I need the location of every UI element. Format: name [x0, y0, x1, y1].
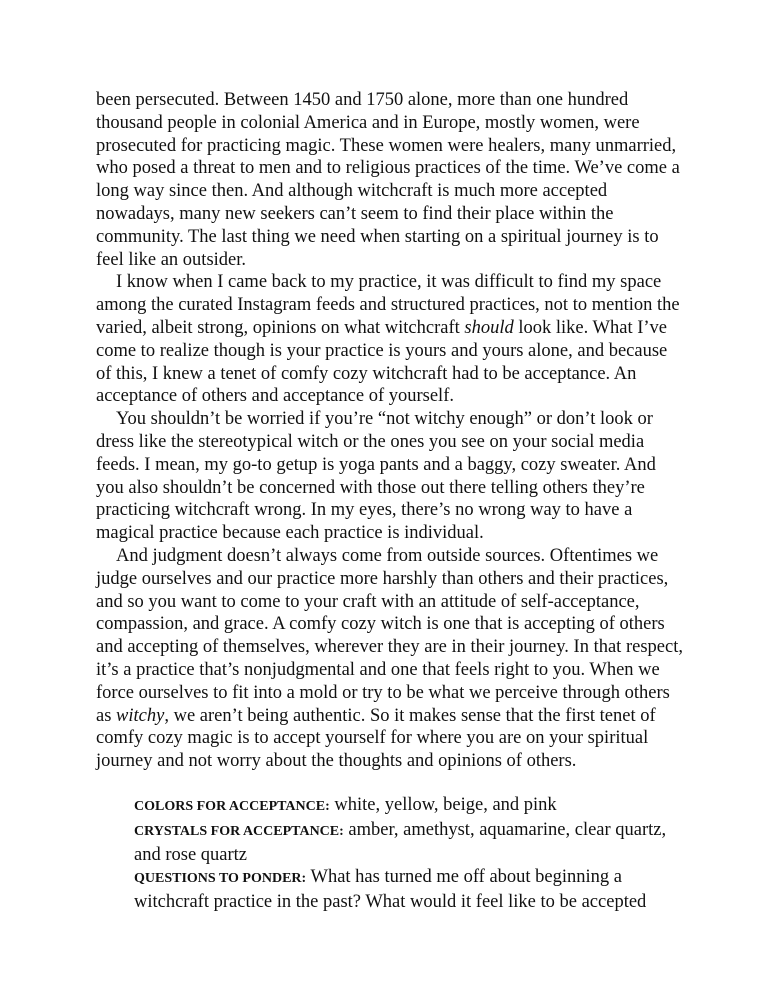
paragraph-text: And judgment doesn’t always come from outside sources. Oftentimes we judge ourselves and our practice more harshly than others and their practices, and so you want to come to your craft with an attitude of self-acceptance, compassion, and grace. A comfy cozy witch is one that is accepting of others and accepting of themselves, wherever they are in their journey. In that respect, it’s a practice that’s nonjudgmental and one that feels right to you. When we force ourselves to fit into a mold or try to be what we perceive through others as	[96, 545, 683, 726]
note-text: amber, amethyst, aquamarine, clear quartz, and rose quartz	[134, 819, 667, 865]
page-body	[96, 89, 686, 914]
paragraph-text: look like. What I’ve come to realize though is your practice is yours and yours alone, and because of this, I knew a tenet of comfy cozy witchcraft had to be acceptance. An acceptance of others and acceptance of yourself.	[96, 317, 668, 407]
crystals-note	[134, 819, 686, 867]
note-label: CRYSTALS FOR ACCEPTANCE:	[134, 823, 344, 839]
paragraph-text: I know when I came back to my practice, it was difficult to find my space among the curated Instagram feeds and structured practices, not to mention the varied, albeit strong, opinions on what witchcraft	[96, 272, 680, 338]
paragraph	[96, 271, 686, 408]
body-text	[96, 89, 686, 773]
note-label: COLORS FOR ACCEPTANCE:	[134, 798, 330, 814]
questions-note	[134, 866, 686, 914]
acceptance-notes	[96, 794, 686, 914]
note-text: white, yellow, beige, and pink	[329, 794, 557, 815]
paragraph	[96, 545, 686, 773]
emphasis-text: should	[464, 317, 514, 338]
note-label: QUESTIONS TO PONDER:	[134, 871, 307, 887]
paragraph-text: , we aren’t being authentic. So it makes sense that the first tenet of comfy cozy magic is to accept yourself for where you are on your spiritual journey and not worry about the thoughts and opinions of others.	[96, 705, 656, 772]
paragraph-text: You shouldn’t be worried if you’re “not witchy enough” or don’t look or dress like the stereotypical witch or the ones you see on your social media feeds. I mean, my go-to getup is yoga pants and a baggy, cozy sweater. And you also shouldn’t be concerned with those out there telling others they’re practicing witchcraft wrong. In my eyes, there’s no wrong way to have a magical practice because each practice is individual.	[96, 409, 656, 544]
colors-note	[134, 794, 686, 819]
paragraph	[96, 89, 686, 271]
note-text: What has turned me off about beginning a witchcraft practice in the past? What would it feel like to be accepted	[134, 867, 647, 913]
paragraph	[96, 408, 686, 545]
paragraph-text: been persecuted. Between 1450 and 1750 alone, more than one hundred thousand people in colonial America and in Europe, mostly women, were prosecuted for practicing magic. These women were healers, many unmarried, who posed a threat to men and to religious practices of the time. We’ve come a long way since then. And although witchcraft is much more accepted nowadays, many new seekers can’t seem to find their place within the community. The last thing we need when starting on a spiritual journey is to feel like an outsider.	[96, 90, 680, 270]
emphasis-text: witchy	[116, 705, 165, 726]
